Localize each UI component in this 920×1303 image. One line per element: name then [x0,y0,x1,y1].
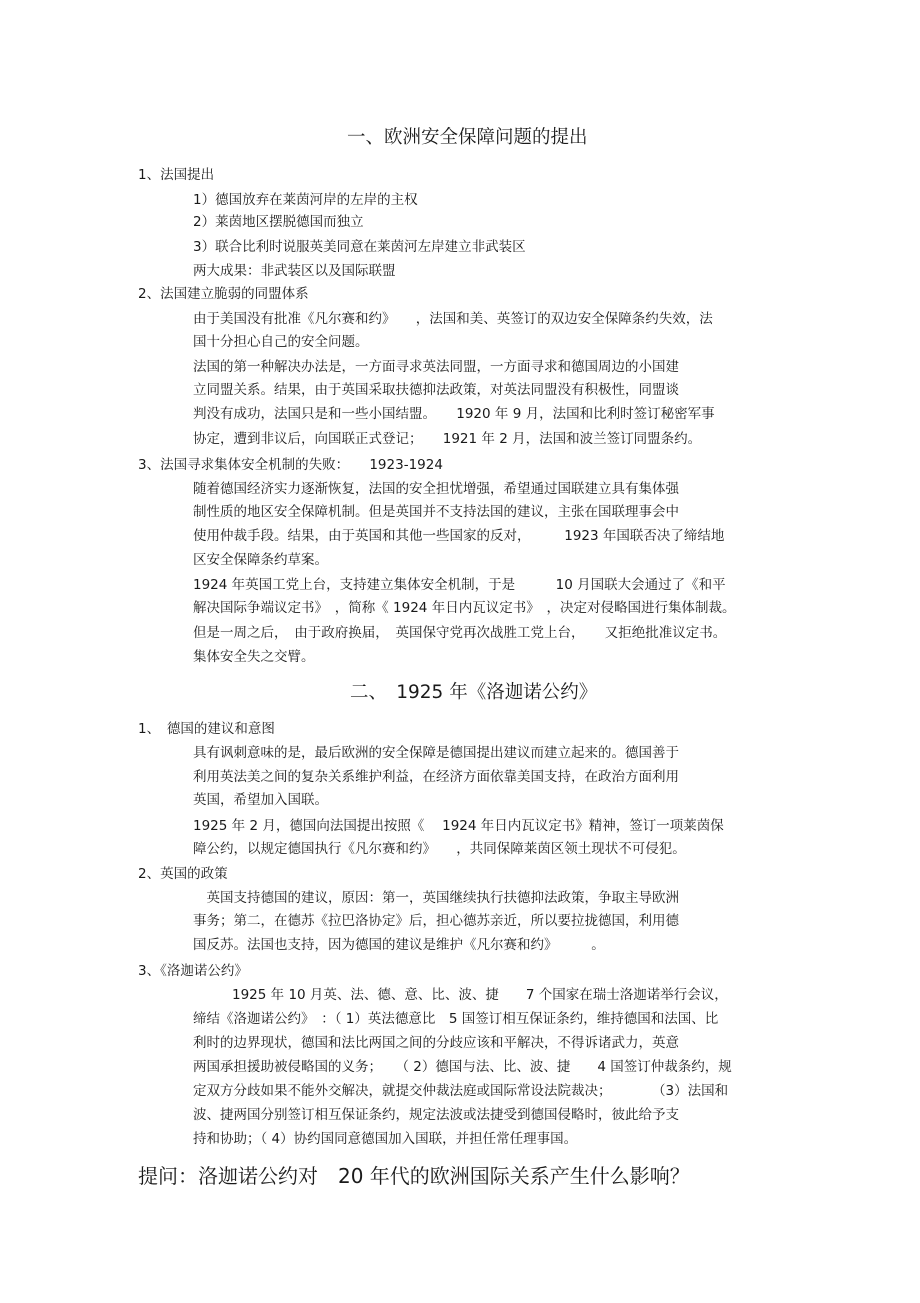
p2-line: 国反苏。法国也支持，因为德国的建议是维护《凡尔赛和约》 。 [193,937,605,953]
p3-line: 利时的边界现状，德国和法比两国之间的分歧应该和平解决，不得诉诸武力，英意 [193,1035,679,1051]
p3-heading: 3、《洛迦诺公约》 [138,963,248,979]
s3-line: 随着德国经济实力逐渐恢复，法国的安全担忧增强，希望通过国联建立具有集体强 [193,481,679,497]
p3-line: 1925 年 10 月英、法、德、意、比、波、捷 7 个国家在瑞士洛迦诺举行会议， [232,987,728,1003]
p3-line: 两国承担援助被侵略国的义务； （ 2）德国与法、比、波、捷 4 国签订仲裁条约，规 [193,1059,732,1075]
s3-line: 制性质的地区安全保障机制。但是英国并不支持法国的建议，主张在国联理事会中 [193,504,679,520]
s2-line: 判没有成功，法国只是和一些小国结盟。 1920 年 9 月，法国和比利时签订秘密军事 [193,406,715,422]
s1-item: 3）联合比利时说服英美同意在莱茵河左岸建立非武装区 [193,239,526,255]
p1-heading: 1、 德国的建议和意图 [138,721,275,737]
s1-item: 1）德国放弃在莱茵河岸的左岸的主权 [193,192,418,208]
p2-line: 事务；第二，在德苏《拉巴洛协定》后，担心德苏亲近，所以要拉拢德国，利用德 [193,913,679,929]
section-title-1: 一、欧洲安全保障问题的提出 [347,127,588,148]
s1-item: 两大成果：非武装区以及国际联盟 [193,263,396,279]
p3-line: 持和协助；（ 4）协约国同意德国加入国联，并担任常任理事国。 [193,1131,578,1147]
s3-line: 集体安全失之交臂。 [193,649,315,665]
p2-line: 英国支持德国的建议，原因：第一，英国继续执行扶德抑法政策，争取主导欧洲 [193,890,679,906]
s3-line: 但是一周之后， 由于政府换届， 英国保守党再次战胜工党上台， 又拒绝批准议定书。 [193,625,727,641]
s3-line: 使用仲裁手段。结果，由于英国和其他一些国家的反对， 1923 年国联否决了缔结地 [193,528,725,544]
p1-line: 1925 年 2 月，德国向法国提出按照《 1924 年日内瓦议定书》精神，签订一项莱茵保 [193,818,724,834]
p1-line: 具有讽刺意味的是，最后欧洲的安全保障是德国提出建议而建立起来的。德国善于 [193,745,679,761]
s3-heading: 3、法国寻求集体安全机制的失败： 1923-1924 [138,457,443,473]
p2-heading: 2、英国的政策 [138,866,228,882]
p1-line: 障公约，以规定德国执行《凡尔赛和约》 ，共同保障莱茵区领土现状不可侵犯。 [193,841,686,857]
s2-heading: 2、法国建立脆弱的同盟体系 [138,286,309,302]
section-title-2: 二、 1925 年《洛迦诺公约》 [350,682,598,703]
discussion-question: 提问：洛迦诺公约对 20 年代的欧洲国际关系产生什么影响？ [138,1164,690,1188]
p1-line: 英国，希望加入国联。 [193,792,328,808]
s2-line: 由于美国没有批准《凡尔赛和约》 ，法国和美、英签订的双边安全保障条约失效，法 [193,311,713,327]
s2-line: 协定，遭到非议后，向国联正式登记； 1921 年 2 月，法国和波兰签订同盟条约。 [193,431,702,447]
s3-line: 1924 年英国工党上台，支持建立集体安全机制，于是 10 月国联大会通过了《和平 [193,577,726,593]
s1-item: 2）莱茵地区摆脱德国而独立 [193,214,364,230]
p3-line: 缔结《洛迦诺公约》 ：（ 1）英法德意比 5 国签订相互保证条约，维持德国和法国、比 [193,1011,719,1027]
p1-line: 利用英法美之间的复杂关系维护利益，在经济方面依靠美国支持，在政治方面利用 [193,769,679,785]
p3-line: 定双方分歧如果不能外交解决，就提交仲裁法庭或国际常设法院裁决； （3）法国和 [193,1083,729,1099]
s2-line: 法国的第一种解决办法是，一方面寻求英法同盟，一方面寻求和德国周边的小国建 [193,359,679,375]
s2-line: 国十分担心自己的安全问题。 [193,334,369,350]
s1-heading: 1、法国提出 [138,167,215,183]
p3-line: 波、捷两国分别签订相互保证条约，规定法波或法捷受到德国侵略时，彼此给予支 [193,1107,679,1123]
s3-line: 解决国际争端议定书》 ，简称《 1924 年日内瓦议定书》 ，决定对侵略国进行集体制裁。 [193,600,736,616]
s3-line: 区安全保障条约草案。 [193,552,328,568]
s2-line: 立同盟关系。结果，由于英国采取扶德抑法政策，对英法同盟没有积极性，同盟谈 [193,382,679,398]
